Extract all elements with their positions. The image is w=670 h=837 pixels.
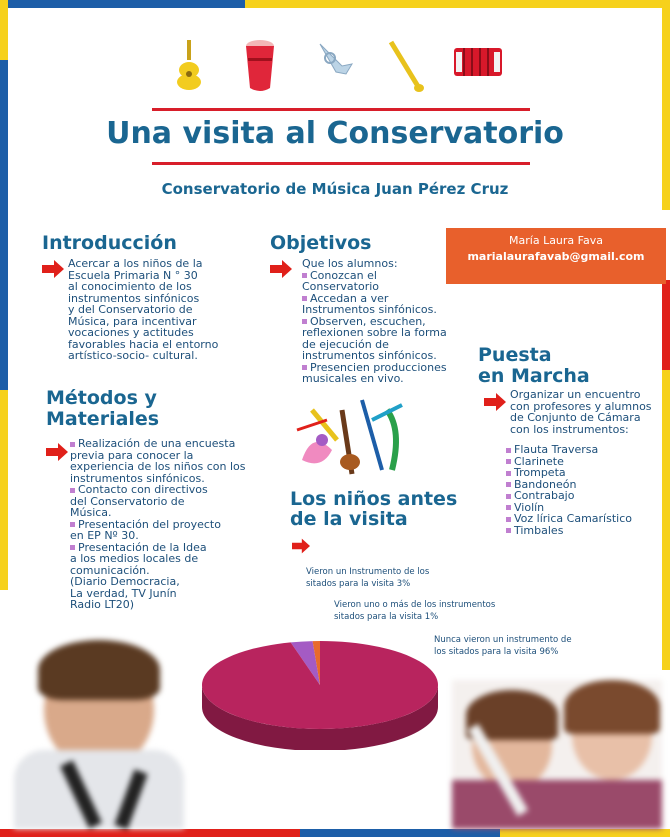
bullet-icon	[506, 528, 511, 533]
page-subtitle: Conservatorio de Música Juan Pérez Cruz	[161, 180, 509, 198]
instruments-collage-icon	[292, 390, 410, 476]
ninos-heading	[290, 489, 457, 529]
bullet-icon	[506, 448, 511, 453]
objetivos-text	[302, 258, 447, 385]
metodos-line-text: Música.	[70, 506, 112, 519]
page-title: Una visita al Conservatorio	[106, 116, 564, 151]
pie-label-slice-1	[334, 599, 495, 623]
introduccion-line: al conocimiento de los	[68, 280, 192, 293]
border-left-blue	[0, 60, 8, 390]
pie-label-2-line1: Nunca vieron un instrumento de	[434, 635, 572, 645]
border-bottom-red	[0, 829, 300, 837]
introduccion-line: y del Conservatorio de	[68, 303, 193, 316]
author-box	[446, 228, 666, 284]
metodos-heading	[46, 388, 159, 430]
puesta-heading-line1: Puesta	[478, 344, 552, 366]
objetivos-line-text: instrumentos sinfónicos.	[302, 349, 437, 362]
instrument-item-text: Clarinete	[514, 454, 564, 468]
ninos-heading-line2: de la visita	[290, 508, 408, 530]
title-rule-top	[152, 108, 530, 111]
bullet-icon	[506, 459, 511, 464]
author-name: María Laura Fava	[509, 234, 603, 247]
puesta-instruments	[506, 444, 632, 536]
bullet-icon	[506, 482, 511, 487]
border-left-yellow-2	[0, 390, 8, 590]
bullet-icon	[506, 471, 511, 476]
metodos-line-text: Presentación del proyecto	[78, 517, 221, 531]
objetivos-heading: Objetivos	[270, 232, 372, 254]
instrument-item-text: Contrabajo	[514, 489, 575, 502]
ninos-heading-line1: Los niños antes	[290, 488, 458, 510]
metodos-heading-line2: Materiales	[46, 408, 160, 430]
objetivos-line-text: Instrumentos sinfónicos.	[302, 303, 437, 316]
objetivos-line	[302, 373, 447, 385]
bullet-icon	[70, 545, 75, 550]
objetivos-line-text: Observen, escuchen,	[310, 314, 426, 328]
instrument-item-text: Violín	[514, 500, 545, 514]
border-top-blue	[0, 0, 245, 8]
author-email: marialaurafavab@gmail.com	[467, 250, 645, 263]
objetivos-line-text: reflexionen sobre la forma	[302, 326, 447, 339]
introduccion-heading: Introducción	[42, 232, 177, 254]
puesta-line: de Conjunto de Cámara	[510, 411, 641, 424]
objetivos-line-text: musicales en vivo.	[302, 372, 404, 385]
pie-label-1-line2: sitados para la visita 1%	[334, 612, 439, 622]
accordion-icon	[452, 42, 504, 82]
metodos-line-text: (Diario Democracia,	[70, 575, 180, 588]
metodos-line-text: Realización de una encuesta	[78, 437, 236, 450]
puesta-line: con los instrumentos:	[510, 422, 629, 436]
instrument-item-text: Voz lírica Camarístico	[514, 512, 632, 525]
border-top-yellow	[245, 0, 670, 8]
metodos-arrow-icon	[46, 443, 68, 461]
metodos-line-text: en EP Nº 30.	[70, 529, 139, 542]
metodos-line-text: a los medios locales de	[70, 552, 199, 565]
photo-children-right	[452, 680, 662, 829]
photo-child-left	[14, 640, 184, 829]
puesta-heading-line2: en Marcha	[478, 365, 590, 387]
ninos-arrow-icon	[292, 537, 310, 555]
border-bottom-blue	[300, 829, 500, 837]
objetivos-line-text: Conservatorio	[302, 280, 380, 293]
introduccion-line: vocaciones y actitudes	[68, 326, 194, 339]
objetivos-line-text: Presencien producciones	[310, 360, 447, 374]
clarinet-icon	[385, 38, 425, 94]
instrument-item-text: Bandoneón	[514, 477, 577, 491]
bullet-icon	[506, 505, 511, 510]
bullet-icon	[70, 488, 75, 493]
puesta-arrow-icon	[484, 393, 506, 411]
objetivos-line-text: Accedan a ver	[310, 291, 389, 305]
metodos-line-text: del Conservatorio de	[70, 494, 185, 508]
metodos-line-text: comunicación.	[70, 563, 150, 577]
pie-label-0-line2: sitados para la visita 3%	[306, 579, 411, 589]
border-right-yellow-2	[662, 370, 670, 670]
introduccion-line: artístico-socio- cultural.	[68, 349, 198, 362]
bullet-icon	[302, 296, 307, 301]
puesta-text	[510, 389, 652, 435]
bullet-icon	[70, 522, 75, 527]
guitar-icon	[175, 38, 203, 90]
objetivos-line-text: Conozcan el	[310, 268, 377, 282]
border-left-yellow	[0, 0, 8, 60]
bullet-icon	[506, 494, 511, 499]
objetivos-arrow-icon	[270, 260, 292, 278]
puesta-line: Organizar un encuentro	[510, 388, 641, 401]
metodos-line-text: Presentación de la Idea	[78, 540, 207, 554]
metodos-line-text: La verdad, TV Junín	[70, 586, 177, 600]
instrument-item-text: Flauta Traversa	[514, 443, 599, 456]
introduccion-line: instrumentos sinfónicos	[68, 291, 200, 305]
border-right-red	[662, 280, 670, 370]
metodos-line-text: Radio LT20)	[70, 598, 135, 611]
pie-label-slice-0	[306, 566, 429, 590]
introduccion-arrow-icon	[42, 260, 64, 278]
border-bottom-yellow	[500, 829, 670, 837]
pie-label-1-line1: Vieron uno o más de los instrumentos	[334, 600, 496, 610]
metodos-line-text: previa para conocer la	[70, 448, 194, 462]
objetivos-line-text: Que los alumnos:	[302, 257, 398, 270]
pie-label-slice-2	[434, 634, 572, 658]
trumpet-icon	[316, 38, 356, 82]
introduccion-line: favorables hacia el entorno	[68, 337, 219, 351]
metodos-heading-line1: Métodos y	[46, 387, 157, 409]
puesta-heading	[478, 345, 590, 387]
instrument-item-text: Trompeta	[514, 466, 566, 479]
introduccion-line: Acercar a los niños de la	[68, 257, 203, 270]
pie-label-0-line1: Vieron un Instrumento de los	[306, 567, 430, 577]
bullet-icon	[302, 365, 307, 370]
bullet-icon	[302, 319, 307, 324]
metodos-line-text: experiencia de los niños con los	[70, 460, 246, 473]
pie-label-2-line2: los sitados para la visita 96%	[434, 647, 559, 657]
metodos-line-text: instrumentos sinfónicos.	[70, 471, 205, 485]
bullet-icon	[70, 442, 75, 447]
drum-icon	[242, 38, 278, 94]
border-right-yellow	[662, 0, 670, 210]
objetivos-line-text: de ejecución de	[302, 337, 389, 351]
title-rule-bottom	[152, 162, 530, 165]
bullet-icon	[506, 517, 511, 522]
puesta-line: con profesores y alumnos	[510, 399, 652, 413]
instrument-item	[506, 525, 632, 537]
instrument-item-text: Timbales	[514, 523, 564, 537]
introduccion-line: Música, para incentivar	[68, 314, 197, 328]
introduccion-text	[68, 258, 218, 362]
introduccion-line: Escuela Primaria N ° 30	[68, 268, 198, 282]
bullet-icon	[302, 273, 307, 278]
metodos-line-text: Contacto con directivos	[78, 483, 208, 496]
